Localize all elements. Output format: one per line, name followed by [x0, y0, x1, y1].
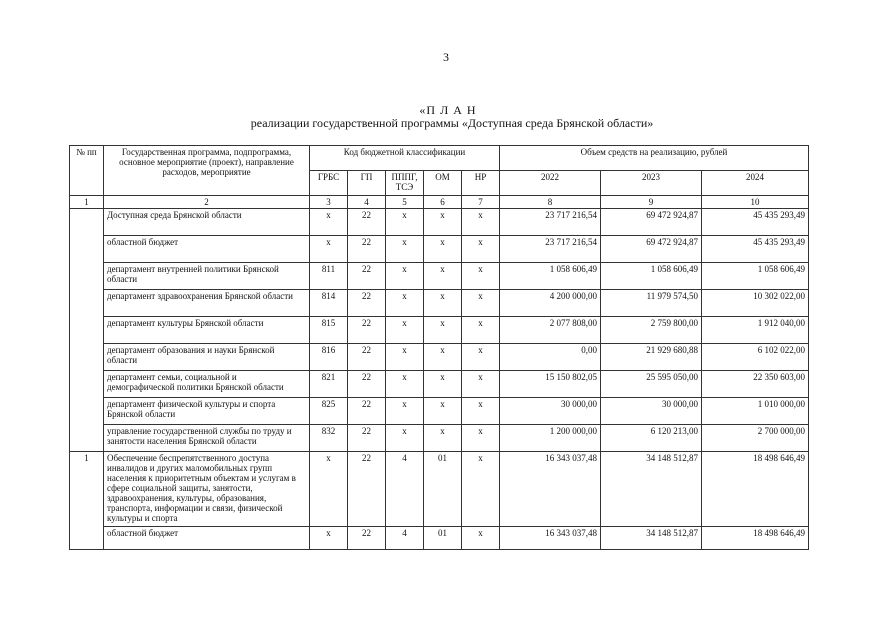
row-2022: 4 200 000,00: [500, 290, 601, 317]
row-nr: х: [462, 527, 500, 550]
row-om: 01: [424, 452, 462, 527]
header-name: Государственная программа, подпрограмма, основное мероприятие (проект), направление расходов, мероприятие: [104, 146, 310, 196]
document-title: [0, 104, 892, 130]
row-nr: х: [462, 371, 500, 398]
row-2023: 30 000,00: [601, 398, 702, 425]
table-row: [70, 344, 809, 371]
page-number: 3: [443, 50, 449, 64]
row-2022: 1 200 000,00: [500, 425, 601, 452]
row-pppg: х: [386, 344, 424, 371]
row-no: 1: [70, 452, 104, 527]
row-2024: 2 700 000,00: [702, 425, 809, 452]
table-row: [70, 317, 809, 344]
row-2024: 45 435 293,49: [702, 236, 809, 263]
row-name: областной бюджет: [104, 236, 310, 263]
row-gp: 22: [348, 236, 386, 263]
title-line-1: «П Л А Н: [419, 103, 477, 117]
row-grbs: 832: [310, 425, 348, 452]
row-pppg: х: [386, 398, 424, 425]
row-gp: 22: [348, 398, 386, 425]
row-gp: 22: [348, 425, 386, 452]
header-pppg: ПППГ, ТСЭ: [386, 171, 424, 196]
table-row: [70, 425, 809, 452]
header-2024: 2024: [702, 171, 809, 196]
header-2023: 2023: [601, 171, 702, 196]
row-2023: 34 148 512,87: [601, 452, 702, 527]
row-om: х: [424, 290, 462, 317]
row-pppg: х: [386, 425, 424, 452]
header-funds-group: Объем средств на реализацию, рублей: [500, 146, 809, 171]
row-name: областной бюджет: [104, 527, 310, 550]
row-om: х: [424, 236, 462, 263]
row-2023: 1 058 606,49: [601, 263, 702, 290]
row-2022: 0,00: [500, 344, 601, 371]
plan-table: [69, 145, 809, 550]
col-number: 4: [348, 196, 386, 209]
row-om: х: [424, 371, 462, 398]
row-2024: 18 498 646,49: [702, 452, 809, 527]
row-2024: 45 435 293,49: [702, 209, 809, 236]
row-pppg: х: [386, 209, 424, 236]
header-gp: ГП: [348, 171, 386, 196]
row-om: х: [424, 425, 462, 452]
row-gp: 22: [348, 452, 386, 527]
table-row: [70, 527, 809, 550]
row-2023: 6 120 213,00: [601, 425, 702, 452]
header-grbs: ГРБС: [310, 171, 348, 196]
row-gp: 22: [348, 371, 386, 398]
row-name: управление государственной службы по труду и занятости населения Брянской области: [104, 425, 310, 452]
row-2024: 1 058 606,49: [702, 263, 809, 290]
col-number: 7: [462, 196, 500, 209]
row-2023: 69 472 924,87: [601, 236, 702, 263]
row-gp: 22: [348, 290, 386, 317]
row-nr: х: [462, 317, 500, 344]
row-grbs: х: [310, 236, 348, 263]
row-pppg: 4: [386, 452, 424, 527]
col-number: 2: [104, 196, 310, 209]
row-2023: 21 929 680,88: [601, 344, 702, 371]
row-name: департамент образования и науки Брянской области: [104, 344, 310, 371]
row-name: департамент культуры Брянской области: [104, 317, 310, 344]
row-name: департамент внутренней политики Брянской области: [104, 263, 310, 290]
row-2023: 11 979 574,50: [601, 290, 702, 317]
row-om: х: [424, 209, 462, 236]
table-row: [70, 236, 809, 263]
row-no: [70, 263, 104, 290]
row-no: [70, 344, 104, 371]
row-2022: 23 717 216,54: [500, 209, 601, 236]
row-2022: 1 058 606,49: [500, 263, 601, 290]
row-gp: 22: [348, 263, 386, 290]
row-pppg: х: [386, 236, 424, 263]
col-number: 3: [310, 196, 348, 209]
row-no: [70, 371, 104, 398]
row-pppg: х: [386, 263, 424, 290]
table-row: [70, 452, 809, 527]
header-om: ОМ: [424, 171, 462, 196]
row-2024: 18 498 646,49: [702, 527, 809, 550]
title-line-2: реализации государственной программы «Доступная среда Брянской области»: [250, 116, 654, 130]
row-gp: 22: [348, 527, 386, 550]
row-name: департамент семьи, социальной и демографической политики Брянской области: [104, 371, 310, 398]
row-no: [70, 236, 104, 263]
col-number: 9: [601, 196, 702, 209]
row-2022: 15 150 802,05: [500, 371, 601, 398]
row-grbs: х: [310, 452, 348, 527]
row-nr: х: [462, 290, 500, 317]
row-nr: х: [462, 236, 500, 263]
row-no: [70, 425, 104, 452]
row-nr: х: [462, 263, 500, 290]
row-no: [70, 527, 104, 550]
row-no: [70, 317, 104, 344]
row-grbs: 811: [310, 263, 348, 290]
column-number-row: [70, 196, 809, 209]
row-grbs: х: [310, 209, 348, 236]
row-grbs: х: [310, 527, 348, 550]
col-number: 5: [386, 196, 424, 209]
table-row: [70, 371, 809, 398]
table-row: [70, 209, 809, 236]
row-grbs: 814: [310, 290, 348, 317]
row-grbs: 825: [310, 398, 348, 425]
row-2024: 1 912 040,00: [702, 317, 809, 344]
row-name: Обеспечение беспрепятственного доступа инвалидов и других маломобильных групп населения к приоритетным объектам и услугам в сфере социальной защиты, занятости, здравоохранения, культуры, образования, транспорта, информации и связи, физической культуры и спорта: [104, 452, 310, 527]
col-number: 10: [702, 196, 809, 209]
row-pppg: х: [386, 371, 424, 398]
row-om: х: [424, 317, 462, 344]
row-nr: х: [462, 398, 500, 425]
row-2022: 30 000,00: [500, 398, 601, 425]
row-2023: 25 595 050,00: [601, 371, 702, 398]
row-pppg: х: [386, 290, 424, 317]
row-2024: 22 350 603,00: [702, 371, 809, 398]
header-no: № пп: [70, 146, 104, 196]
row-2023: 69 472 924,87: [601, 209, 702, 236]
header-nr: НР: [462, 171, 500, 196]
row-pppg: х: [386, 317, 424, 344]
row-2024: 6 102 022,00: [702, 344, 809, 371]
header-2022: 2022: [500, 171, 601, 196]
row-gp: 22: [348, 209, 386, 236]
row-grbs: 821: [310, 371, 348, 398]
col-number: 6: [424, 196, 462, 209]
row-gp: 22: [348, 317, 386, 344]
row-nr: х: [462, 452, 500, 527]
row-no: [70, 398, 104, 425]
row-nr: х: [462, 209, 500, 236]
row-nr: х: [462, 344, 500, 371]
row-grbs: 816: [310, 344, 348, 371]
col-number: 1: [70, 196, 104, 209]
row-2022: 16 343 037,48: [500, 527, 601, 550]
header-kbk-group: Код бюджетной классификации: [310, 146, 500, 171]
row-2023: 2 759 800,00: [601, 317, 702, 344]
row-om: х: [424, 344, 462, 371]
row-2022: 23 717 216,54: [500, 236, 601, 263]
row-2024: 10 302 022,00: [702, 290, 809, 317]
row-om: х: [424, 263, 462, 290]
row-pppg: 4: [386, 527, 424, 550]
table-row: [70, 398, 809, 425]
row-name: департамент физической культуры и спорта Брянской области: [104, 398, 310, 425]
row-2022: 2 077 808,00: [500, 317, 601, 344]
row-nr: х: [462, 425, 500, 452]
header-row-1: [70, 146, 809, 171]
row-name: Доступная среда Брянской области: [104, 209, 310, 236]
row-2023: 34 148 512,87: [601, 527, 702, 550]
row-grbs: 815: [310, 317, 348, 344]
row-om: х: [424, 398, 462, 425]
row-no: [70, 209, 104, 236]
row-gp: 22: [348, 344, 386, 371]
col-number: 8: [500, 196, 601, 209]
table-row: [70, 290, 809, 317]
row-name: департамент здравоохранения Брянской области: [104, 290, 310, 317]
row-2024: 1 010 000,00: [702, 398, 809, 425]
row-no: [70, 290, 104, 317]
row-2022: 16 343 037,48: [500, 452, 601, 527]
table-row: [70, 263, 809, 290]
row-om: 01: [424, 527, 462, 550]
